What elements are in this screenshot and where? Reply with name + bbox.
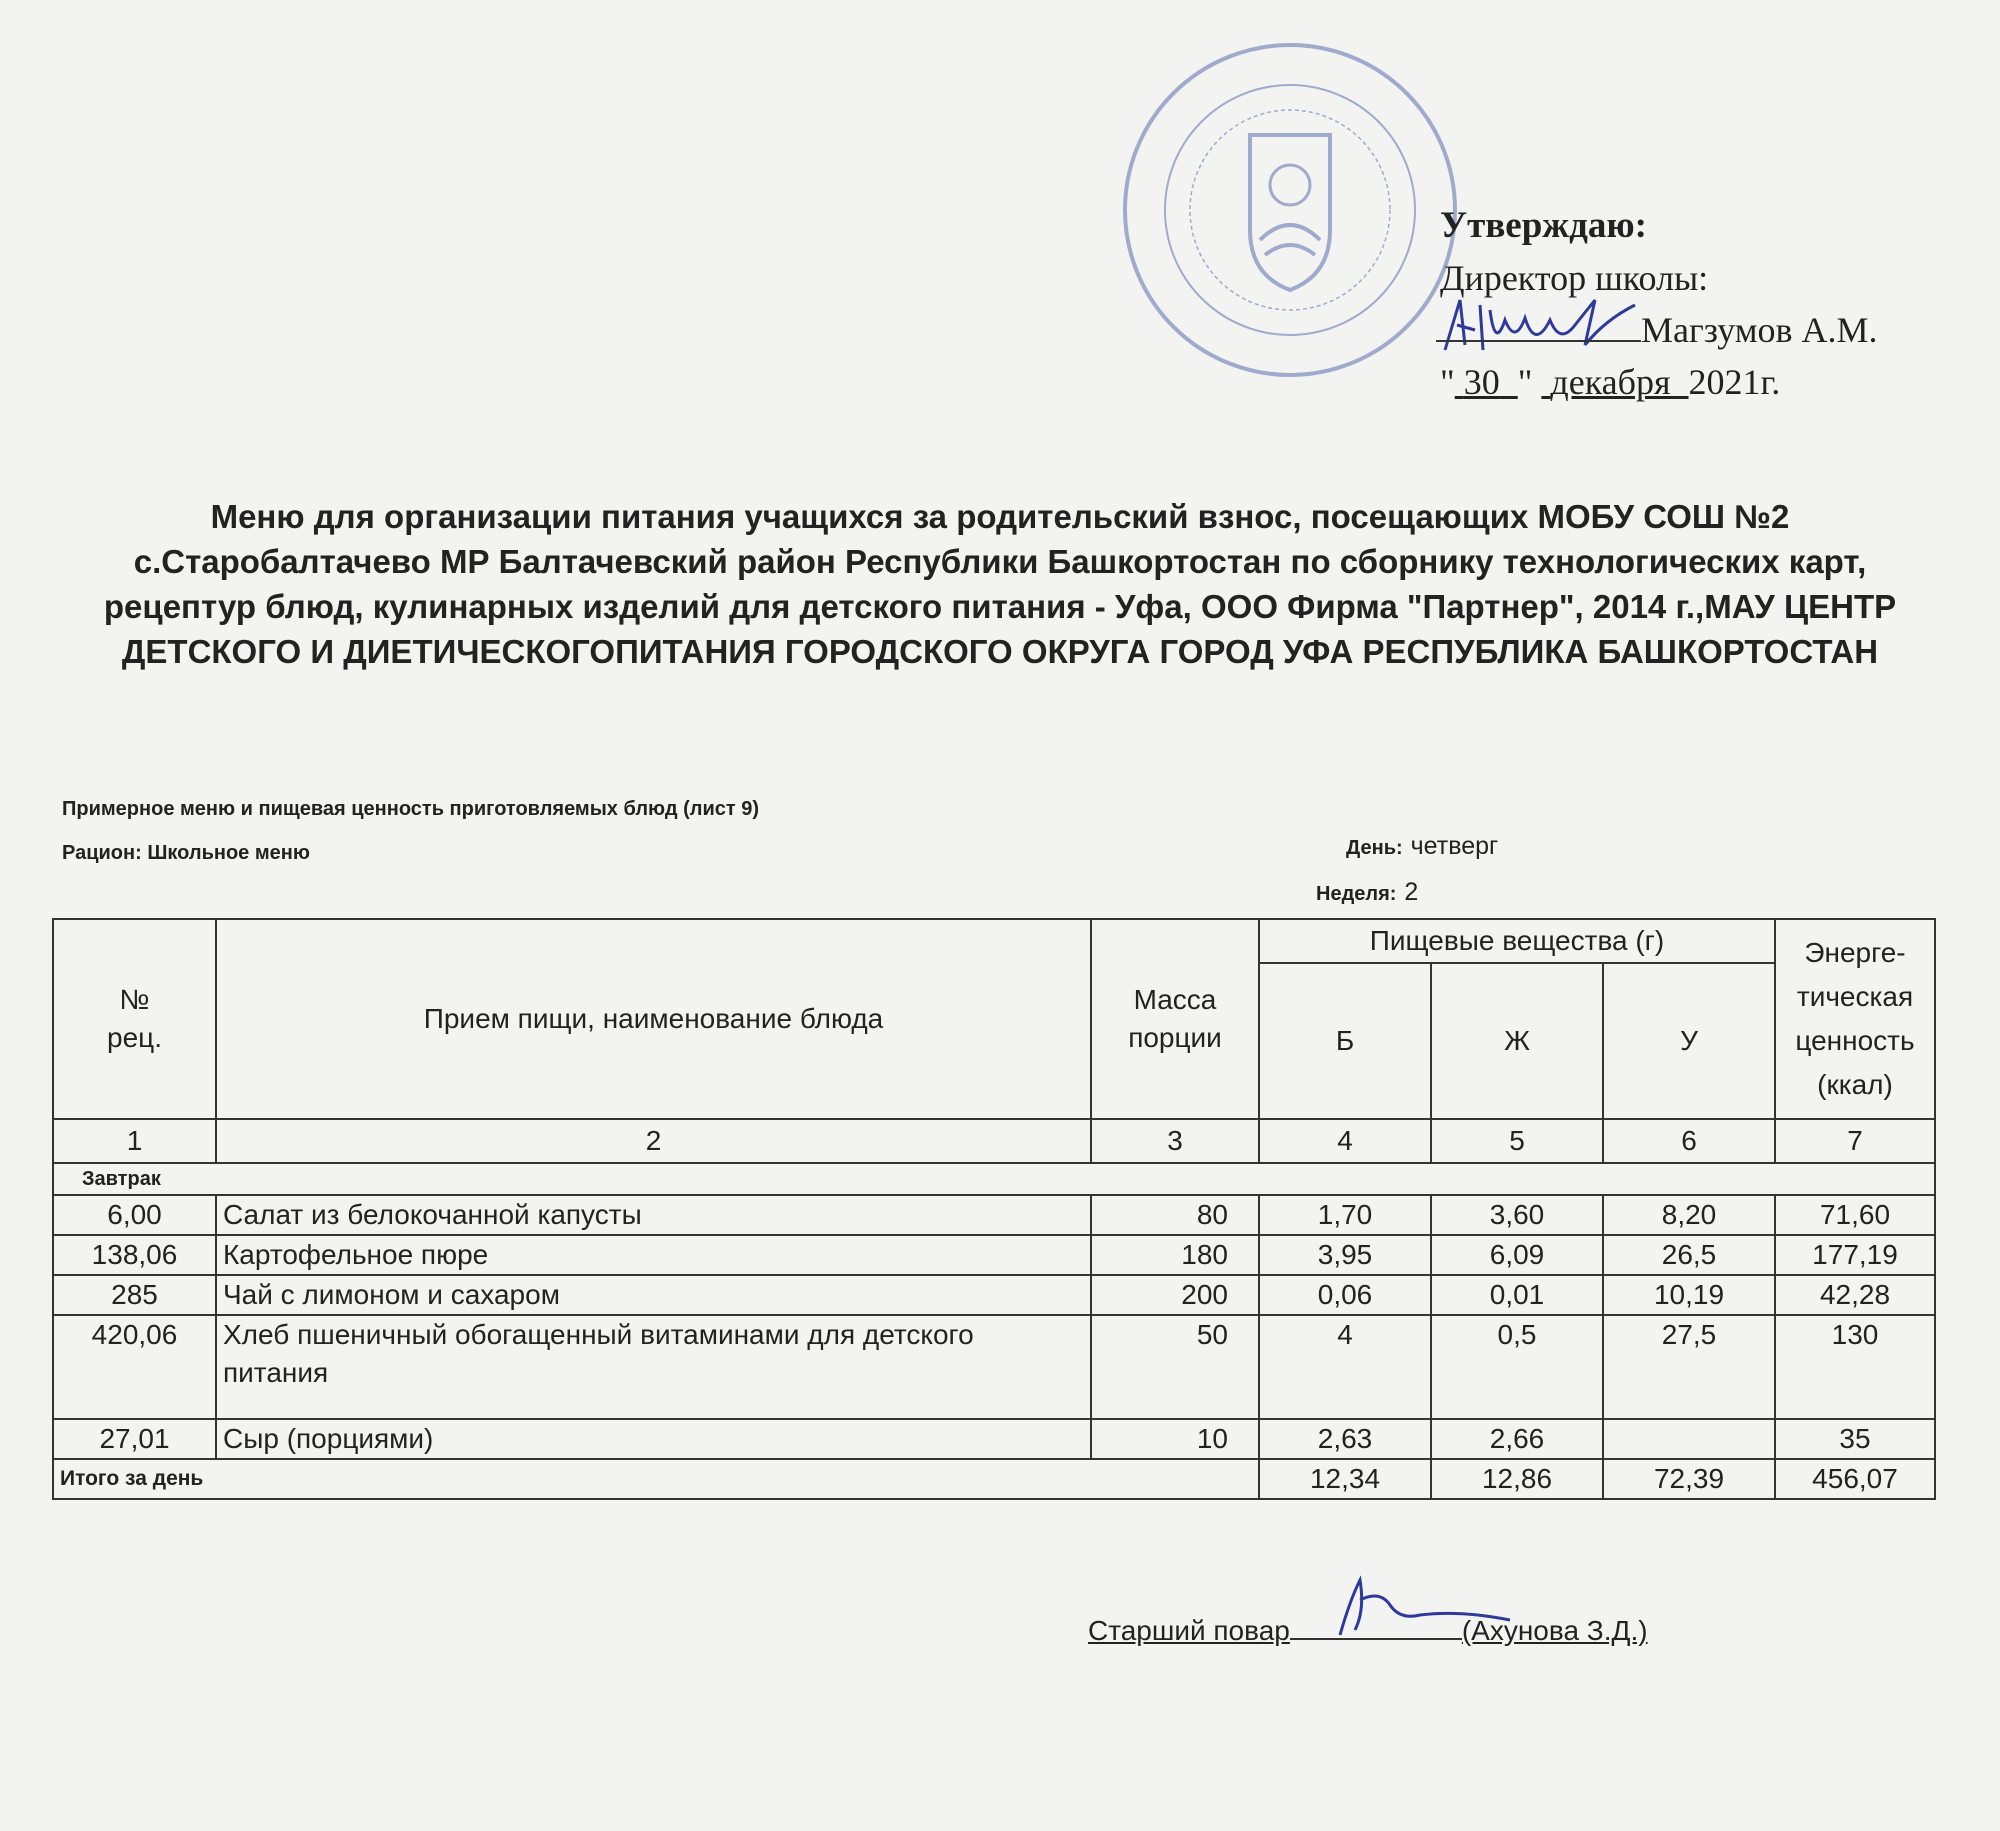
cell-fat: 2,66 [1431, 1419, 1603, 1459]
header-protein: Б [1259, 963, 1431, 1119]
header-mass-line1: Масса [1133, 984, 1217, 1015]
cell-dish: Салат из белокочанной капусты [216, 1195, 1091, 1235]
ration-value: Школьное меню [147, 842, 310, 864]
menu-subtitle: Примерное меню и пищевая ценность приготовляемых блюд (лист 9) [62, 798, 760, 820]
cook-signature-line [1088, 1612, 1648, 1647]
table-row [53, 1419, 1935, 1459]
header-row-1 [53, 919, 1935, 963]
cell-mass: 200 [1091, 1275, 1259, 1315]
total-row [53, 1459, 1935, 1499]
cell-carbs: 27,5 [1603, 1315, 1775, 1419]
total-carbs: 72,39 [1603, 1459, 1775, 1499]
week-label: Неделя: [1316, 883, 1397, 905]
date-year: 2021г. [1688, 362, 1781, 402]
signature-blank [1436, 310, 1641, 342]
cell-rec: 285 [53, 1275, 216, 1315]
day-value: четверг [1410, 832, 1499, 860]
day-label: День: [1346, 837, 1403, 859]
cell-dish: Сыр (порциями) [216, 1419, 1091, 1459]
approval-title: Утверждаю: [1440, 205, 1647, 246]
cell-protein: 2,63 [1259, 1419, 1431, 1459]
header-rec-no [53, 919, 216, 1119]
cell-fat: 6,09 [1431, 1235, 1603, 1275]
column-numbers-row [53, 1119, 1935, 1163]
total-kcal: 456,07 [1775, 1459, 1935, 1499]
total-fat: 12,86 [1431, 1459, 1603, 1499]
header-energy-line2: тическая [1796, 981, 1914, 1012]
header-mass [1091, 919, 1259, 1119]
cook-name: (Ахунова З.Д.) [1461, 1615, 1648, 1646]
cell-carbs: 8,20 [1603, 1195, 1775, 1235]
cell-carbs: 10,19 [1603, 1275, 1775, 1315]
col-number: 6 [1603, 1119, 1775, 1163]
section-breakfast: Завтрак [53, 1163, 1935, 1195]
approval-date [1440, 356, 1960, 408]
cell-kcal: 130 [1775, 1315, 1935, 1419]
cell-rec: 27,01 [53, 1419, 216, 1459]
total-label: Итого за день [53, 1459, 1259, 1499]
document-title: Меню для организации питания учащихся за родительский взнос, посещающих МОБУ СОШ №2 с.Старобалтачево МР Балтачевский район Республики Башкортостан по сборнику технологических карт, рецептур блюд, кулинарных изделий для детского питания - Уфа, ООО Фирма "Партнер", 2014 г.,МАУ ЦЕНТР ДЕТСКОГО И ДИЕТИЧЕСКОГОПИТАНИЯ ГОРОДСКОГО ОКРУГА ГОРОД УФА РЕСПУБЛИКА БАШКОРТОСТАН [103, 498, 1897, 670]
cell-protein: 3,95 [1259, 1235, 1431, 1275]
header-fat: Ж [1431, 963, 1603, 1119]
col-number: 4 [1259, 1119, 1431, 1163]
cell-kcal: 42,28 [1775, 1275, 1935, 1315]
header-energy [1775, 919, 1935, 1119]
cell-mass: 50 [1091, 1315, 1259, 1419]
cell-fat: 3,60 [1431, 1195, 1603, 1235]
director-position: Директор школы: [1440, 258, 1709, 298]
col-number: 1 [53, 1119, 216, 1163]
date-quote-close: " [1517, 362, 1533, 402]
col-number: 3 [1091, 1119, 1259, 1163]
cell-rec: 138,06 [53, 1235, 216, 1275]
header-rec-no-line1: № [119, 984, 150, 1015]
col-number: 7 [1775, 1119, 1935, 1163]
cell-kcal: 71,60 [1775, 1195, 1935, 1235]
date-month-value: декабря [1550, 362, 1671, 402]
header-energy-line4: (ккал) [1817, 1069, 1893, 1100]
cell-fat: 0,01 [1431, 1275, 1603, 1315]
header-energy-line3: ценность [1795, 1025, 1915, 1056]
table-row [53, 1235, 1935, 1275]
date-quote-open: " [1440, 362, 1455, 402]
header-rec-no-line2: рец. [107, 1022, 162, 1053]
day-line [1346, 832, 1498, 861]
cell-mass: 80 [1091, 1195, 1259, 1235]
cell-protein: 1,70 [1259, 1195, 1431, 1235]
header-mass-line2: порции [1128, 1022, 1222, 1053]
cell-mass: 10 [1091, 1419, 1259, 1459]
date-day [1455, 362, 1518, 402]
table-row [53, 1195, 1935, 1235]
director-line [1440, 304, 1960, 356]
cell-dish: Чай с лимоном и сахаром [216, 1275, 1091, 1315]
approval-block [1440, 200, 1960, 408]
cell-rec: 420,06 [53, 1315, 216, 1419]
cell-dish: Хлеб пшеничный обогащенный витаминами для детского питания [216, 1315, 1091, 1419]
cell-kcal: 177,19 [1775, 1235, 1935, 1275]
total-protein: 12,34 [1259, 1459, 1431, 1499]
cell-carbs: 26,5 [1603, 1235, 1775, 1275]
ration-label: Рацион: [62, 842, 142, 864]
cook-position: Старший повар [1088, 1615, 1290, 1646]
cell-kcal: 35 [1775, 1419, 1935, 1459]
table-row [53, 1275, 1935, 1315]
col-number: 2 [216, 1119, 1091, 1163]
cell-dish: Картофельное пюре [216, 1235, 1091, 1275]
director-name: Магзумов А.М. [1641, 310, 1878, 350]
header-carbs: У [1603, 963, 1775, 1119]
cell-carbs [1603, 1419, 1775, 1459]
table-row [53, 1315, 1935, 1419]
cell-protein: 0,06 [1259, 1275, 1431, 1315]
week-line [1316, 878, 1418, 907]
col-number: 5 [1431, 1119, 1603, 1163]
cell-fat: 0,5 [1431, 1315, 1603, 1419]
header-dish: Прием пищи, наименование блюда [216, 919, 1091, 1119]
cook-signature-blank [1290, 1612, 1462, 1640]
cell-protein: 4 [1259, 1315, 1431, 1419]
week-value: 2 [1404, 878, 1419, 906]
cell-rec: 6,00 [53, 1195, 216, 1235]
header-nutrients: Пищевые вещества (г) [1259, 919, 1775, 963]
header-energy-line1: Энерге- [1804, 937, 1906, 968]
school-stamp-seal [1120, 40, 1460, 380]
ration-line [62, 842, 310, 865]
cell-mass: 180 [1091, 1235, 1259, 1275]
date-month [1541, 362, 1688, 402]
menu-table [52, 918, 1936, 1500]
section-row [53, 1163, 1935, 1195]
date-day-value: 30 [1463, 362, 1500, 402]
